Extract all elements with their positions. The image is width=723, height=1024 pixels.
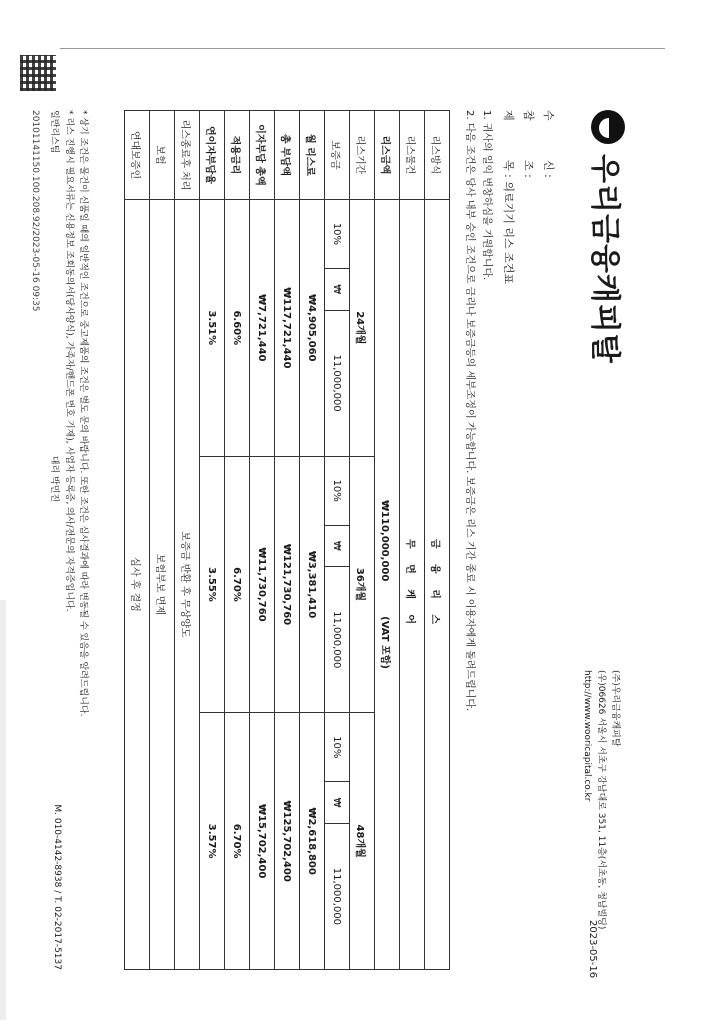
meta-value: 목 : 의료기기 리스 조건표 — [502, 160, 515, 284]
row-label: 리스기간 — [350, 111, 375, 200]
signature-line — [49, 110, 62, 970]
brand-logo — [586, 110, 630, 364]
monthly-payment: ₩4,905,060 — [300, 200, 325, 457]
row-label: 리스금액 — [375, 111, 400, 200]
monthly-payment: ₩2,618,800 — [300, 713, 325, 970]
intro-notes — [461, 110, 495, 711]
table-row — [200, 111, 225, 970]
table-row — [150, 111, 175, 970]
deposit-sym: ₩ — [325, 268, 350, 310]
company-name: (주)우리금융캐피탈 — [610, 670, 620, 747]
total-cost: ₩125,702,400 — [275, 713, 300, 970]
footnote: * 리스 진행시 필요서류는 신용정보 조회동의서(당사양식), 가족자/핸드폰 번호 기재), 사업자 등록증, 의사/전문의 자격증입니다. — [64, 110, 74, 612]
monthly-payment: ₩3,381,410 — [300, 456, 325, 713]
table-row — [325, 111, 350, 970]
header-divider — [60, 48, 665, 49]
deposit-sym: ₩ — [325, 525, 350, 567]
lease-conditions-table — [124, 110, 450, 970]
lease-method: 금 융 리 스 — [425, 200, 450, 970]
row-label: 연대보증인 — [125, 111, 150, 200]
row-label: 총 부담액 — [275, 111, 300, 200]
meta-value: 신 : — [542, 160, 555, 178]
company-address — [580, 670, 622, 929]
row-label: 리스물건 — [400, 111, 425, 200]
deposit-amount: 11,000,000 — [325, 823, 350, 969]
meta-key: 제 — [502, 110, 515, 127]
contact-phone: M. 010-4142-8938 / T. 02-2017-5137 — [52, 804, 62, 970]
table-row — [250, 111, 275, 970]
table-row — [375, 111, 400, 970]
deposit-pct: 10% — [325, 713, 350, 782]
deposit-pct: 10% — [325, 456, 350, 525]
row-label: 월 리스료 — [300, 111, 325, 200]
intro-note: 1. 귀사의 일익 번창하심을 기원합니다. — [481, 110, 492, 281]
table-row — [400, 111, 425, 970]
table-row — [300, 111, 325, 970]
lease-amount-vat: (VAT 포함) — [379, 616, 391, 669]
row-label: 리스종료후 처리 — [175, 111, 200, 200]
total-cost: ₩121,730,760 — [275, 456, 300, 713]
contact-person: 대리 박민진 — [49, 455, 59, 503]
applied-rate: 6.70% — [225, 713, 250, 970]
meta-key: 참 — [522, 110, 535, 127]
interest-total: ₩15,702,400 — [250, 713, 275, 970]
table-row — [125, 111, 150, 970]
term-24: 24개월 — [350, 200, 375, 457]
annual-rate: 3.55% — [200, 456, 225, 713]
row-label: 보증금 — [325, 111, 350, 200]
term-48: 48개월 — [350, 713, 375, 970]
deposit-sym: ₩ — [325, 782, 350, 824]
row-label: 리스방식 — [425, 111, 450, 200]
interest-total: ₩7,721,440 — [250, 200, 275, 457]
table-row — [225, 111, 250, 970]
footnote: * 상기 조건은 물건이 신품일 때의 일반적인 조건으로 중고제품의 조건은 별도 문의 바랍니다. 또한 조건은 심사결과에 따라 변동될 수 있음을 알려드립니다. — [78, 110, 88, 717]
interest-total: ₩11,730,760 — [250, 456, 275, 713]
brand-logo-icon — [591, 110, 625, 144]
document-meta — [498, 110, 558, 284]
meta-value: 조 : — [522, 160, 535, 178]
table-row — [350, 111, 375, 970]
brand-name: 우리금융캐피탈 — [587, 154, 622, 364]
table-row — [425, 111, 450, 970]
document-date: 2023-05-16 — [587, 920, 598, 979]
qr-code — [20, 55, 56, 91]
meta-key: 수 — [542, 110, 555, 127]
lease-amount-value: ₩110,000,000 — [379, 500, 391, 582]
fax-stamp: 20101141150.100.208.92/2023-05-16 09:35 — [30, 110, 40, 312]
table-row — [275, 111, 300, 970]
department: 일반리스팀 — [49, 110, 59, 154]
applied-rate: 6.60% — [225, 200, 250, 457]
row-label: 연이자부담율 — [200, 111, 225, 200]
company-street: (우)06626 서울시 서초구 강남대로 351, 11층(서초동, 청남빌딩) — [596, 670, 606, 930]
rotated-document — [30, 110, 630, 1010]
row-label: 이자부담 총액 — [250, 111, 275, 200]
applied-rate: 6.70% — [225, 456, 250, 713]
annual-rate: 3.51% — [200, 200, 225, 457]
deposit-amount: 11,000,000 — [325, 567, 350, 713]
table-row — [175, 111, 200, 970]
row-label: 적용금리 — [225, 111, 250, 200]
annual-rate: 3.57% — [200, 713, 225, 970]
row-label: 보험 — [150, 111, 175, 200]
guarantor-value: 심사 후 결정 — [125, 200, 150, 970]
after-lease-handling: 보증금 반환 후 무상양도 — [175, 200, 200, 970]
intro-note: 2. 다음 조건은 당사 내부 승인 조건으로 금리나 보증금등의 세부조정이 가능합니다. 보증금은 리스 기간 종료 시 이용자에게 돌려드립니다. — [464, 110, 475, 712]
company-url[interactable]: http://www.wooricapital.co.kr — [582, 670, 592, 802]
insurance-value: 보험부보 면제 — [150, 200, 175, 970]
lease-object: 무 면 케 어 — [400, 200, 425, 970]
deposit-amount: 11,000,000 — [325, 310, 350, 456]
lease-amount — [375, 200, 400, 970]
term-36: 36개월 — [350, 456, 375, 713]
scan-edge — [0, 600, 6, 1020]
deposit-pct: 10% — [325, 200, 350, 269]
total-cost: ₩117,721,440 — [275, 200, 300, 457]
footnotes — [62, 110, 90, 716]
